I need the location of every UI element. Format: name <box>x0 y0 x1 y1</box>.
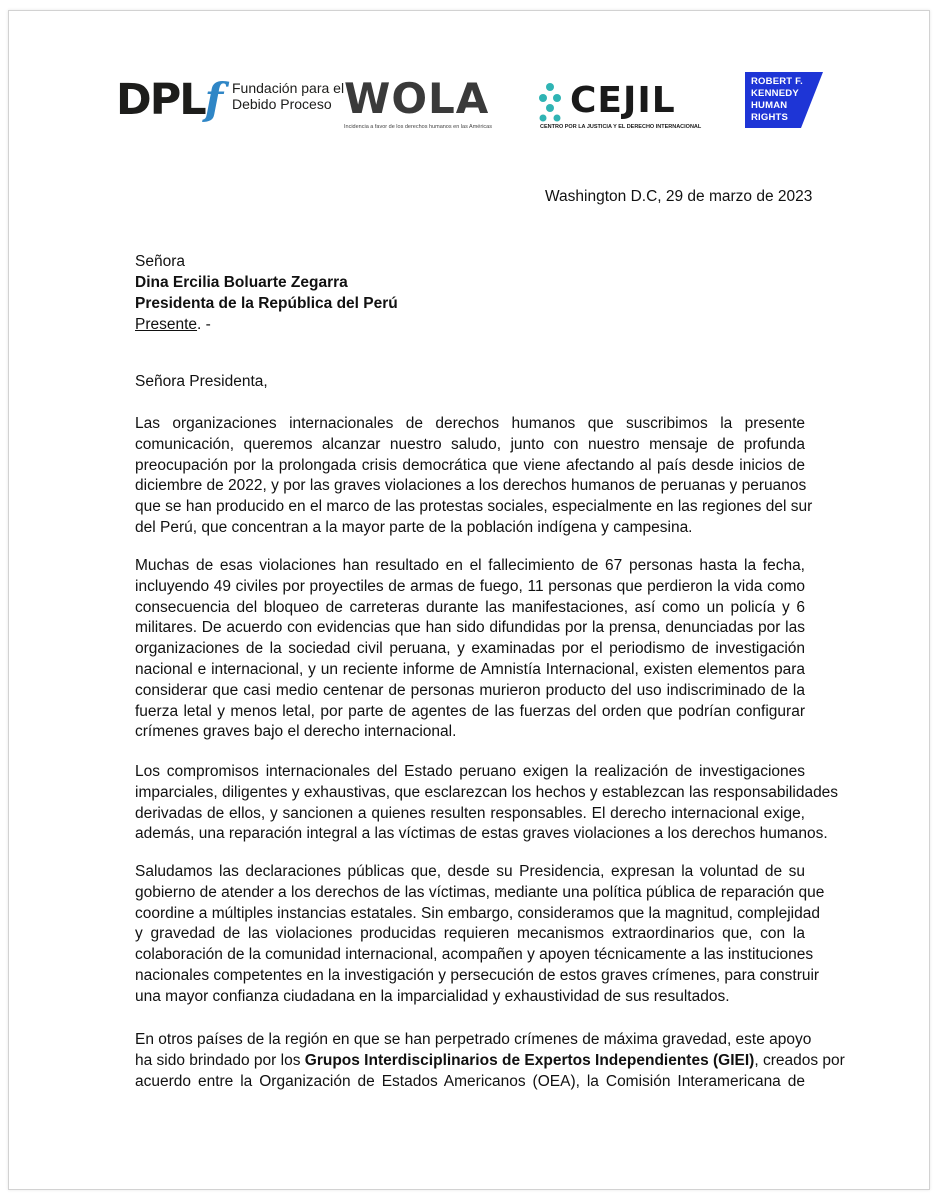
salutation: Señora Presidenta, <box>135 373 268 390</box>
giei-name: Grupos Interdisciplinarios de Expertos Independientes (GIEI) <box>304 1051 755 1069</box>
addressee-title: Señora <box>135 253 185 270</box>
paragraph-5: En otros países de la región en que se han perpetrado crímenes de máxima gravedad, este apoyo ha sido brindado por los Grupos Interdisciplinarios de Expertos Independientes (GIEI), creados por acuerdo entre la Organización de Estados Americanos (OEA), la Comisión Interamericana de <box>135 1031 845 1090</box>
wola-logo-word: WOLA <box>344 74 490 123</box>
dplf-logo-mark: DPLf <box>116 75 222 125</box>
paragraph-1: Las organizaciones internacionales de derechos humanos que suscribimos la presente comunicación, queremos alcanzar nuestro saludo, junto con nuestro mensaje de profunda preocupación por la prolongada crisis democrática que viene afectando al país desde inicios de diciembre de 2022, y por las graves violaciones a los derechos humanos de peruanas y peruanos que se han producido en el marco de las protestas sociales, especialmente en las regiones del sur del Perú, que concentran a la mayor parte de la población indígena y campesina. <box>135 415 813 536</box>
paragraph-5-line-2: ha sido brindado por los Grupos Interdisciplinarios de Expertos Independientes (GIEI), creados por <box>135 1051 845 1069</box>
cejil-dots-icon <box>538 82 562 122</box>
paragraph-3: Los compromisos internacionales del Estado peruano exigen la realización de investigaciones imparciales, diligentes y exhaustivas, que esclarezcan los hechos y establezcan las responsabilidades derivadas de ellos, y sancionen a quienes resulten responsables. El derecho internacional exige, además, una reparación integral a las víctimas de estas graves violaciones a los derechos humanos. <box>135 763 839 843</box>
paragraph-4: Saludamos las declaraciones públicas que, desde su Presidencia, expresan la voluntad de su gobierno de atender a los derechos de las víctimas, mediante una política pública de reparación que coordine a múltiples instancias estatales. Sin embargo, consideramos que la magnitud, complejidad y gravedad de las violaciones producidas requieren mecanismos extraordinarios que, con la colaboración de la comunidad internacional, acompañen y apoyen técnicamente a las instituciones nacionales competentes en la investigación y persecución de estos graves crímenes, para construir una mayor confianza ciudadana en la imparcialidad y exhaustividad de sus resultados. <box>135 863 825 1005</box>
addressee-block <box>135 252 398 336</box>
cejil-logo-tagline: CENTRO POR LA JUSTICIA Y EL DERECHO INTERNACIONAL <box>540 124 702 130</box>
paragraph-2: Muchas de esas violaciones han resultado en el fallecimiento de 67 personas hasta la fecha, incluyendo 49 civiles por proyectiles de armas de fuego, 11 personas que perdieron la vida como consecuencia del bloqueo de carreteras durante las manifestaciones, así como un policía y 6 militares. De acuerdo con evidencias que han sido difundidas por la prensa, denunciadas por las organizaciones de la sociedad civil peruana, y examinadas por el periodismo de investigación nacional e internacional, y un reciente informe de Amnistía Internacional, existen elementos para considerar que casi medio centenar de personas murieron producto del uso indiscriminado de la fuerza letal y menos letal, por parte de agentes de las fuerzas del orden que podrían configurar crímenes graves bajo el derecho internacional. <box>135 557 805 741</box>
rfk-logo <box>745 72 823 128</box>
logo-header <box>0 0 940 160</box>
dplf-logo <box>116 75 345 125</box>
cejil-logo-word: CEJIL <box>570 80 676 121</box>
letter-date: Washington D.C, 29 de marzo de 2023 <box>545 188 813 205</box>
addressee-position: Presidenta de la República del Perú <box>135 295 398 312</box>
wola-logo <box>344 74 504 130</box>
wola-logo-tagline: Incidencia a favor de los derechos humanos en las Américas <box>344 124 492 130</box>
addressee-presente: Presente. - <box>135 316 211 333</box>
dplf-logo-text: Fundación para el Debido Proceso <box>232 80 345 112</box>
rfk-logo-corner <box>801 72 823 128</box>
rfk-logo-text: ROBERT F. KENNEDY HUMAN RIGHTS <box>751 76 803 123</box>
addressee-name: Dina Ercilia Boluarte Zegarra <box>135 274 348 291</box>
